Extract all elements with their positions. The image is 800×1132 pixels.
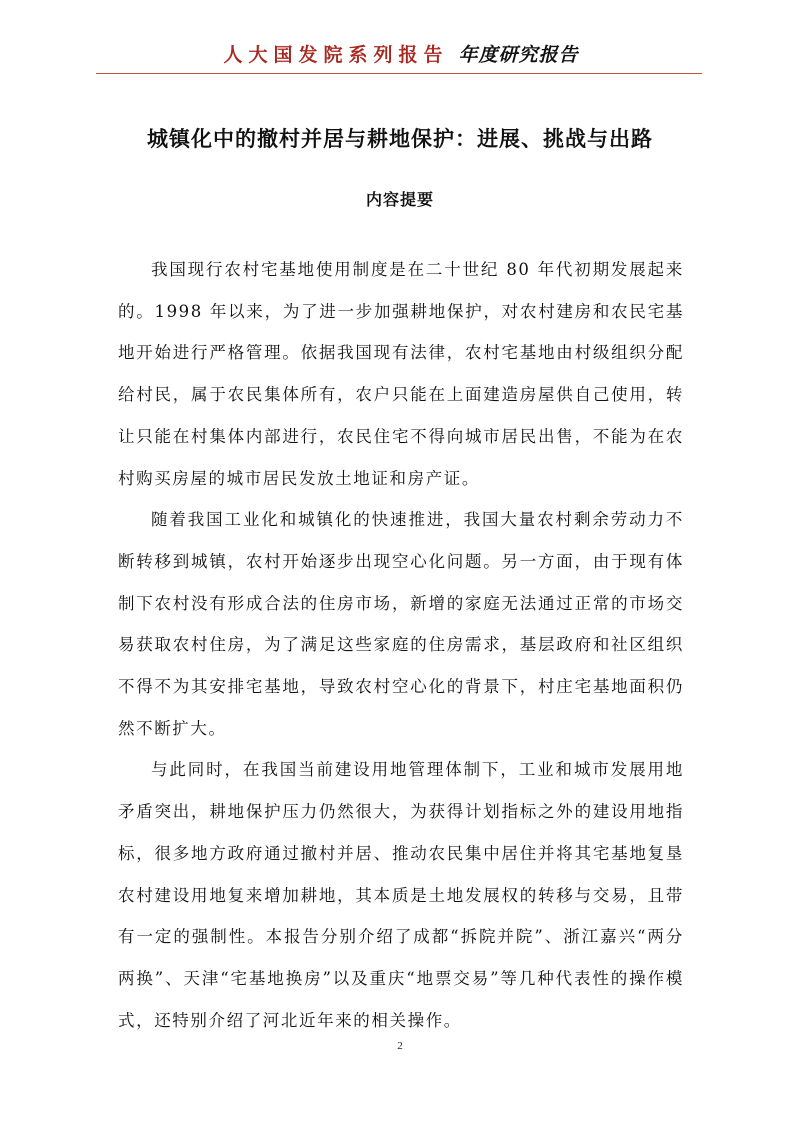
abstract-body [118, 249, 684, 1041]
section-heading: 内容提要 [365, 190, 434, 209]
report-series-title: 人大国发院系列报告 [223, 44, 449, 66]
abstract-paragraph-3: 与此同时，在我国当前建设用地管理体制下，工业和城市发展用地矛盾突出，耕地保护压力仍然很大，为获得计划指标之外的建设用地指标，很多地方政府通过撤村并居、推动农民集中居住并将其宅基地复垦农村建设用地复来增加耕地，其本质是土地发展权的转移与交易，且带有一定的强制性。本报告分别介绍了成都“拆院并院”、浙江嘉兴“两分两换”、天津“宅基地换房”以及重庆“地票交易”等几种代表性的操作模式，还特别介绍了河北近年来的相关操作。 [118, 760, 684, 1030]
abstract-paragraph-2: 随着我国工业化和城镇化的快速推进，我国大量农村剩余劳动力不断转移到城镇，农村开始逐步出现空心化问题。另一方面，由于现有体制下农村没有形成合法的住房市场，新增的家庭无法通过正常的市场交易获取农村住房，为了满足这些家庭的住房需求，基层政府和社区组织不得不为其安排宅基地，导致农村空心化的背景下，村庄宅基地面积仍然不断扩大。 [118, 510, 684, 738]
page-number: 2 [397, 1040, 403, 1052]
header-divider [96, 73, 702, 74]
abstract-paragraph-1: 我国现行农村宅基地使用制度是在二十世纪 80 年代初期发展起来的。1998 年以来，为了进一步加强耕地保护，对农村建房和农民宅基地开始进行严格管理。依据我国现有法律，农村宅基地由村级组织分配给村民，属于农民集体所有，农户只能在上面建造房屋供自己使用，转让只能在村集体内部进行，农民住宅不得向城市居民出售，不能为在农村购买房屋的城市居民发放土地证和房产证。 [118, 260, 684, 488]
report-header [96, 36, 706, 74]
report-series-subtitle: 年度研究报告 [458, 44, 579, 66]
document-title: 城镇化中的撤村并居与耕地保护：进展、挑战与出路 [147, 127, 653, 151]
